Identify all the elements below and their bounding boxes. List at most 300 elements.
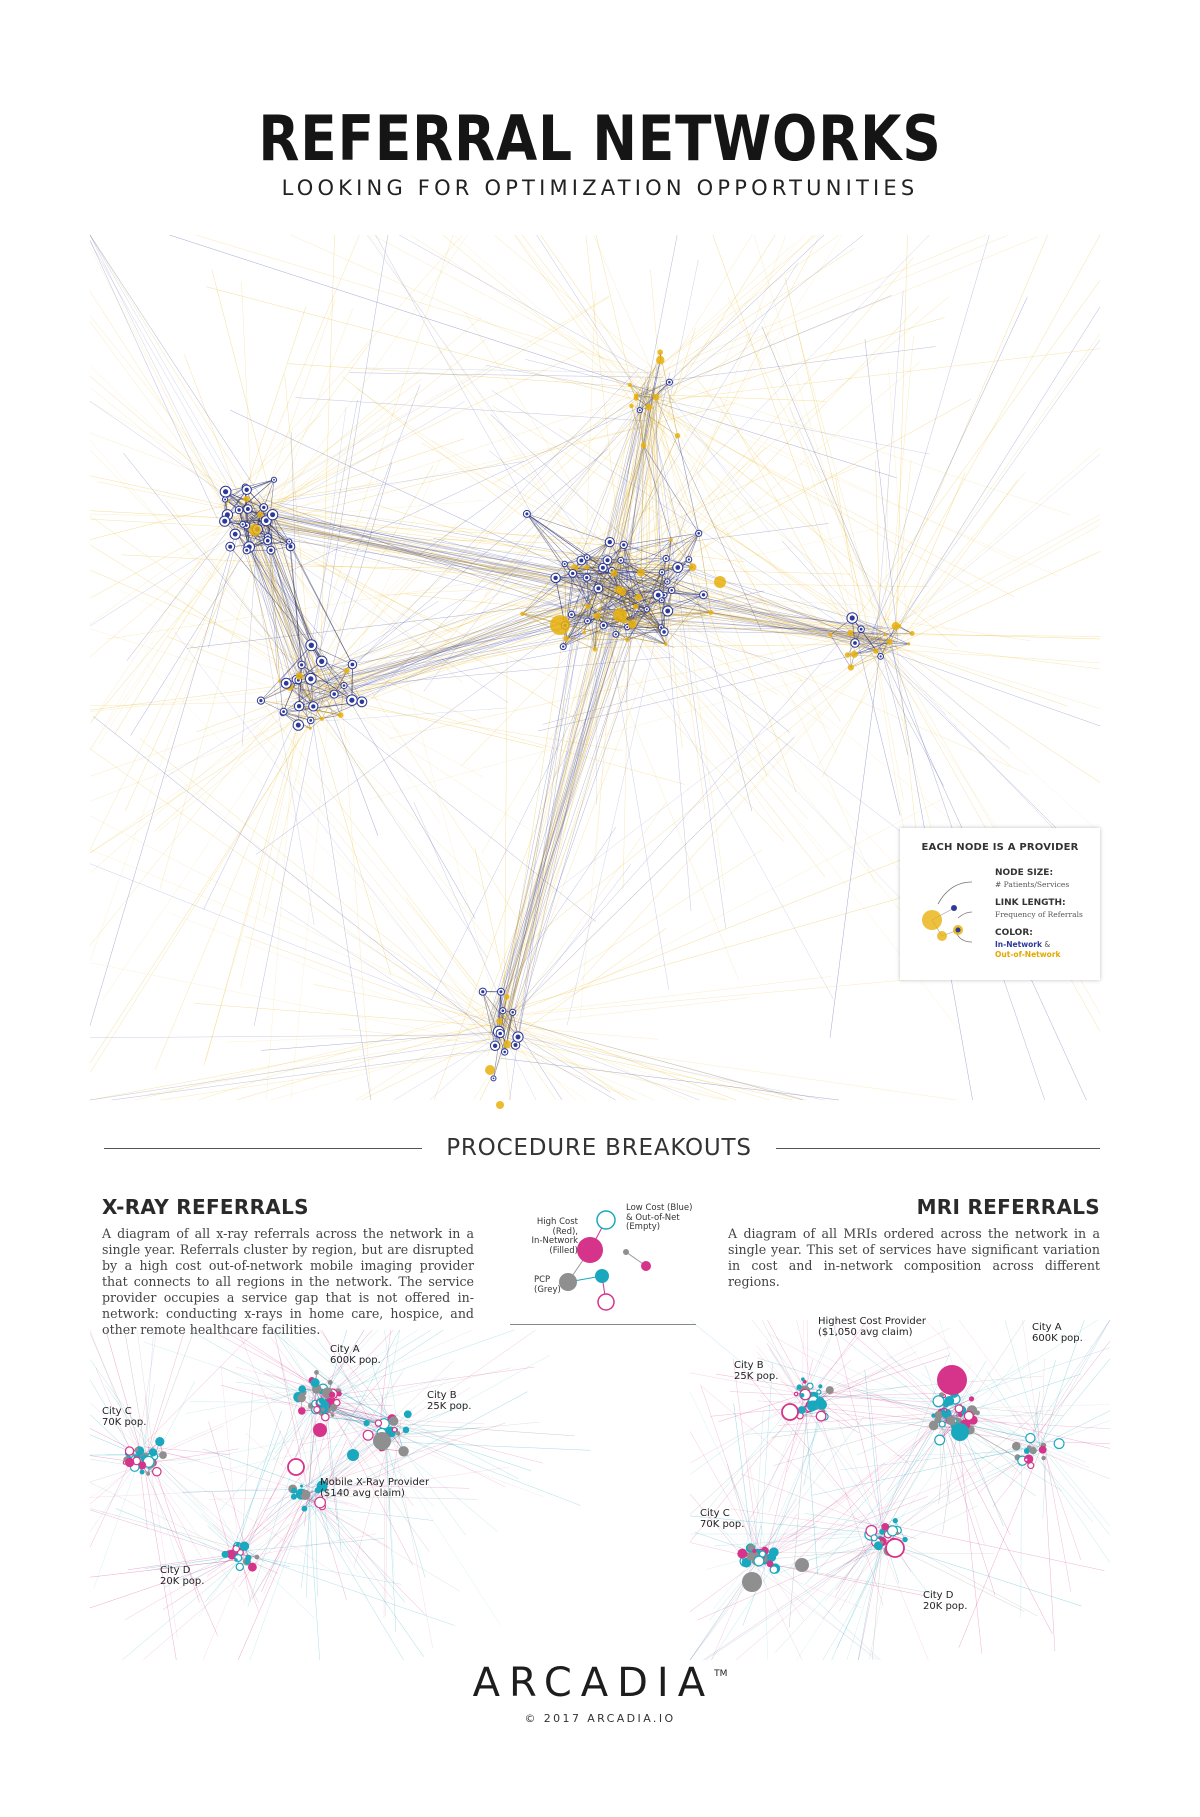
mri-node-high: [969, 1396, 974, 1401]
network-node-in-core: [222, 519, 227, 524]
network-link: [669, 406, 946, 715]
network-node-in-core: [493, 1078, 495, 1080]
network-link: [90, 242, 253, 528]
network-link: [301, 693, 517, 978]
network-link: [896, 637, 917, 838]
network-bundle-link: [497, 596, 611, 1047]
network-bundle-link: [511, 587, 625, 1021]
mri-node-pcp: [806, 1387, 809, 1390]
network-node-out: [628, 383, 632, 387]
cost-legend-high-line-3: (Filled): [549, 1245, 578, 1256]
mri-link: [690, 1556, 765, 1660]
network-link: [891, 454, 1100, 633]
xray-link: [90, 1509, 244, 1551]
network-link: [399, 235, 659, 380]
network-link: [870, 297, 1027, 635]
xray-label-city-b: [427, 1390, 471, 1412]
xray-node-pcp: [314, 1370, 319, 1375]
cost-legend-low-line-3: (Empty): [626, 1222, 661, 1232]
network-node-in-core: [343, 684, 346, 687]
network-link: [169, 770, 493, 1043]
cost-legend-high-label: [516, 1218, 578, 1256]
network-link: [888, 525, 1101, 643]
network-link: [90, 450, 324, 690]
network-link: [655, 235, 986, 374]
mri-node-low-empty: [871, 1535, 877, 1541]
network-link: [195, 1003, 500, 1026]
brand-name: ARCADIA: [472, 1660, 715, 1706]
mri-node-low-empty: [1026, 1434, 1035, 1443]
cost-legend-high-line-2: In-Network: [531, 1236, 578, 1246]
network-node-in-core: [666, 581, 668, 583]
xray-node-low: [234, 1558, 237, 1561]
xray-node-high-empty: [322, 1413, 329, 1420]
network-link: [238, 339, 486, 539]
legend-node-large: [922, 910, 942, 930]
network-link: [90, 517, 241, 1026]
xray-node-low-empty: [236, 1563, 243, 1570]
mri-node-low: [798, 1406, 806, 1414]
network-link: [662, 409, 979, 591]
network-link: [656, 400, 1058, 576]
cost-legend-mid-node: [595, 1269, 609, 1283]
network-node-in-core: [860, 628, 863, 631]
network-link: [90, 697, 326, 1073]
network-node-in-core: [553, 576, 557, 580]
cost-legend-low-line-1: Low Cost (Blue): [626, 1203, 693, 1213]
network-link: [278, 308, 353, 503]
network-link: [526, 359, 654, 391]
network-node-out: [637, 569, 645, 577]
mri-node-pcp: [826, 1386, 834, 1394]
network-link: [281, 907, 500, 1050]
network-link: [795, 323, 883, 645]
mri-node-low: [893, 1518, 898, 1523]
network-node-in-core: [514, 1043, 518, 1047]
network-link: [653, 406, 796, 792]
xray-node-high-empty: [375, 1420, 381, 1426]
xray-node-pcp: [398, 1446, 408, 1456]
network-node-in-core: [332, 692, 336, 696]
xray-node-low: [404, 1410, 412, 1418]
network-link: [394, 1036, 500, 1100]
network-link: [309, 699, 371, 1100]
xray-link: [380, 1330, 400, 1429]
network-link: [148, 1030, 506, 1094]
network-node-out: [633, 604, 639, 610]
mri-city-a-name: City A: [1032, 1322, 1062, 1333]
network-link: [90, 686, 312, 712]
xray-node-low: [140, 1470, 145, 1475]
xray-node-low: [155, 1437, 164, 1446]
network-bundle-link: [263, 531, 565, 608]
xray-node-high-empty: [314, 1407, 320, 1413]
network-link: [102, 692, 310, 1000]
network-node-in-core: [349, 698, 354, 703]
network-link: [585, 602, 739, 980]
xray-node-high-empty: [125, 1447, 133, 1455]
network-link: [198, 1005, 492, 1100]
network-node-in-core: [579, 559, 583, 563]
network-node-in-core: [586, 620, 588, 622]
network-link: [666, 235, 775, 406]
legend-node-size-sub: # Patients/Services: [995, 880, 1070, 889]
mri-node-high-empty: [964, 1412, 973, 1421]
mri-hub-node: [951, 1423, 969, 1441]
network-node-in-core: [511, 1011, 514, 1014]
network-node-out: [504, 994, 509, 999]
network-link: [291, 710, 329, 1100]
network-link: [879, 652, 1010, 766]
network-node-out: [656, 356, 664, 364]
network-link: [504, 1038, 792, 1100]
network-node-in-core: [259, 699, 262, 702]
network-link: [406, 898, 490, 1009]
legend-link-length-sub: Frequency of Referrals: [995, 910, 1083, 919]
xray-node-high: [329, 1392, 335, 1398]
network-link: [261, 1032, 498, 1051]
network-link: [879, 637, 1010, 749]
section-rule-left: [104, 1148, 422, 1149]
network-link: [877, 640, 1100, 669]
network-link: [887, 644, 1101, 709]
network-link: [255, 526, 586, 725]
network-node-in-core: [300, 663, 303, 666]
cost-legend-small-node: [623, 1249, 629, 1255]
network-node-out: [338, 712, 344, 718]
xray-node-pcp: [135, 1448, 139, 1452]
network-link: [443, 235, 645, 405]
mri-description: A diagram of all MRIs ordered across the network in a single year. This set of services have significant variation in cost and in-network composition across different regions.: [728, 1226, 1100, 1289]
network-bundle-link: [509, 587, 639, 1010]
network-link: [90, 702, 342, 802]
mri-node-low: [1024, 1448, 1030, 1454]
network-link: [876, 235, 1100, 639]
network-link: [515, 235, 637, 409]
network-link: [90, 541, 225, 626]
mri-node-low-empty: [817, 1390, 821, 1394]
network-node-in-core: [223, 489, 228, 494]
mri-hub-node: [782, 1404, 798, 1420]
network-node-in-core: [296, 723, 301, 728]
network-node-in-core: [237, 508, 240, 511]
network-node-out: [910, 631, 915, 636]
cost-legend-high-line-1: High Cost (Red),: [536, 1217, 578, 1237]
arrow-node-size: [938, 882, 972, 904]
network-node-in-core: [284, 681, 289, 686]
xray-label-city-a: [330, 1344, 381, 1366]
mri-link: [797, 1532, 882, 1660]
mri-node-high: [1039, 1446, 1047, 1454]
network-link: [356, 388, 621, 573]
network-node-in-core: [502, 1009, 505, 1012]
mri-link: [786, 1535, 882, 1610]
network-node-in-core: [500, 990, 503, 993]
network-link: [184, 354, 243, 509]
network-link: [651, 408, 1014, 597]
mri-label-highest: [818, 1316, 926, 1338]
page-title: REFERRAL NETWORKS: [258, 102, 942, 175]
network-bundle-link: [504, 593, 622, 1034]
network-link: [332, 846, 503, 1032]
network-bundle-link: [507, 605, 643, 1036]
network-node-in-core: [571, 572, 574, 575]
mri-link: [734, 1404, 753, 1554]
network-link: [602, 592, 669, 989]
mri-label-city-a: [1032, 1322, 1083, 1344]
xray-link: [212, 1492, 231, 1557]
network-node-out: [845, 652, 850, 657]
network-bundle-link: [482, 610, 639, 1016]
mri-link: [887, 1415, 935, 1491]
network-node-out: [657, 349, 663, 355]
xray-link: [106, 1330, 144, 1461]
network-link: [90, 504, 254, 961]
mri-node-low-empty: [754, 1556, 764, 1566]
network-link: [517, 1032, 699, 1100]
network-node-out: [610, 569, 617, 576]
network-link: [657, 390, 837, 754]
network-node-out: [584, 565, 589, 570]
cost-legend-low-node: [597, 1211, 615, 1229]
network-node-out: [344, 668, 350, 674]
network-link: [619, 399, 972, 595]
legend-out-network-row: [995, 950, 1061, 959]
network-node-in-core: [273, 479, 275, 481]
network-link: [402, 663, 499, 1019]
network-dense-link: [271, 550, 311, 679]
network-dense-link: [341, 686, 344, 716]
xray-link: [308, 1495, 425, 1615]
mri-highest-name: Highest Cost Provider: [818, 1316, 927, 1327]
network-link: [90, 321, 239, 524]
network-node-in-core: [262, 506, 265, 509]
network-link: [503, 1024, 770, 1100]
mri-city-b-name: City B: [734, 1360, 764, 1371]
mri-link: [886, 1524, 1104, 1571]
cost-legend-pcp-line-2: (Grey): [534, 1284, 561, 1295]
network-node-in-core: [662, 630, 666, 634]
network-link: [112, 1048, 505, 1100]
network-node-in-core: [646, 608, 648, 610]
network-dense-link: [261, 687, 290, 701]
mri-link: [1043, 1451, 1047, 1519]
legend-node-size-label: NODE SIZE:: [995, 868, 1054, 878]
xray-node-pcp: [396, 1431, 400, 1435]
network-node-out: [520, 612, 524, 616]
network-link: [608, 588, 833, 999]
cost-legend-empty-node: [598, 1294, 614, 1310]
mri-node-high: [752, 1549, 756, 1553]
mri-link: [967, 1407, 1064, 1416]
mri-city-c-name: City C: [700, 1508, 730, 1519]
network-node-out: [664, 643, 667, 646]
network-link: [370, 235, 608, 584]
xray-node-low: [311, 1378, 320, 1387]
network-link: [90, 507, 237, 724]
xray-label-mobile: [320, 1477, 429, 1499]
network-node-in-core: [516, 1035, 521, 1040]
xray-city-c-name: City C: [102, 1406, 132, 1417]
network-node-in-core: [525, 512, 528, 515]
xray-hub-node: [373, 1432, 391, 1450]
network-link: [669, 260, 698, 403]
xray-link: [308, 1492, 424, 1657]
xray-link: [389, 1420, 484, 1424]
network-node-in-core: [351, 663, 355, 667]
network-link: [90, 816, 484, 1022]
legend-color-sub: [995, 940, 1050, 949]
network-node-in-core: [311, 704, 315, 708]
xray-node-low: [300, 1485, 303, 1488]
mri-node-low: [801, 1377, 805, 1381]
network-bundle-link: [251, 512, 603, 568]
xray-node-high-empty: [153, 1468, 161, 1476]
legend-node-in-dot: [956, 928, 961, 933]
main-legend: [900, 828, 1100, 980]
network-link: [369, 937, 499, 1017]
network-link: [90, 387, 241, 509]
mri-link: [1021, 1443, 1022, 1617]
network-link: [889, 369, 909, 645]
xray-link: [90, 1510, 234, 1556]
network-node-in-core: [493, 1044, 497, 1048]
xray-link: [403, 1355, 549, 1436]
xray-hub-node: [347, 1449, 359, 1461]
xray-link: [261, 1496, 304, 1592]
mri-link: [1042, 1447, 1081, 1560]
section-title: PROCEDURE BREAKOUTS: [446, 1135, 752, 1161]
network-node-out: [585, 604, 590, 609]
xray-node-pcp: [255, 1555, 260, 1560]
network-link: [321, 684, 685, 785]
mri-label-city-c: [700, 1508, 744, 1530]
xray-description: A diagram of all x-ray referrals across the network in a single year. Referrals cluster by region, but are disrupted by a high cost out-of-network mobile imaging provider that connects to all regions in the network. The service provider occupies a service gap that is not offered in-network: conducting x-rays in home care, hospice, and other remote healthcare facilities.: [102, 1226, 474, 1337]
network-link: [266, 690, 297, 1100]
network-link: [90, 235, 256, 501]
xray-city-c-pop: 70K pop.: [102, 1417, 147, 1428]
network-node-out: [320, 717, 324, 721]
xray-hub-node: [313, 1423, 327, 1437]
network-node-out: [563, 636, 569, 642]
mri-link: [754, 1560, 802, 1660]
network-node-in-core: [601, 566, 605, 570]
network-link: [90, 680, 302, 945]
network-node-in-core: [562, 645, 564, 647]
network-node-out: [615, 586, 623, 594]
xray-node-pcp: [159, 1451, 167, 1459]
mri-node-low: [818, 1384, 822, 1388]
cost-legend: [510, 1196, 696, 1325]
network-link: [288, 364, 659, 389]
network-link: [327, 695, 528, 829]
xray-label-city-d: [160, 1565, 204, 1587]
cost-legend-small-red: [641, 1261, 651, 1271]
network-node-in-core: [246, 507, 250, 511]
mri-link: [1035, 1452, 1110, 1563]
network-node-in-core: [850, 615, 855, 620]
network-link: [206, 287, 645, 403]
network-node-out: [641, 442, 647, 448]
mri-node-high: [881, 1523, 889, 1531]
network-node-in-core: [585, 576, 588, 579]
mri-link: [865, 1370, 882, 1530]
network-link: [454, 235, 650, 404]
mri-node-pcp: [1012, 1442, 1021, 1451]
network-node-in-core: [668, 381, 671, 384]
network-dense-link: [616, 634, 666, 644]
network-node-out: [848, 664, 854, 670]
mri-link: [764, 1437, 832, 1551]
xray-node-pcp: [389, 1416, 399, 1426]
network-link: [373, 235, 647, 381]
network-node-in-core: [503, 1051, 506, 1054]
mri-node-low: [797, 1384, 802, 1389]
mri-link: [847, 1539, 885, 1660]
mri-node-low-empty: [888, 1526, 898, 1536]
network-link: [875, 519, 1100, 648]
xray-node-high-empty: [363, 1430, 373, 1440]
xray-link: [90, 1454, 134, 1548]
network-node-out: [496, 1018, 502, 1024]
network-link: [868, 646, 944, 786]
legend-amp: &: [1041, 940, 1051, 949]
xray-node-low: [236, 1543, 240, 1547]
network-link: [254, 351, 584, 513]
xray-link: [136, 1330, 157, 1464]
page-subtitle: LOOKING FOR OPTIMIZATION OPPORTUNITIES: [281, 176, 919, 200]
network-node-in-core: [245, 488, 249, 492]
network-node-out: [243, 496, 249, 502]
network-link: [296, 779, 494, 1034]
network-link: [543, 636, 861, 724]
network-node-in-core: [626, 626, 628, 628]
network-link: [503, 1014, 736, 1101]
cost-legend-pcp-line-1: PCP: [534, 1275, 551, 1285]
xray-link: [160, 1464, 204, 1509]
cost-legend-high-node: [577, 1237, 603, 1263]
network-node-out: [907, 642, 910, 645]
network-link: [171, 914, 492, 1038]
main-legend-diagram: [910, 856, 995, 974]
xray-link: [242, 1552, 455, 1625]
mri-node-low-empty: [933, 1396, 944, 1407]
mri-link: [819, 1347, 951, 1394]
network-node-in-core: [360, 700, 365, 705]
legend-in-network: In-Network: [995, 940, 1042, 949]
network-link: [645, 235, 863, 409]
network-hub-node: [496, 1101, 504, 1109]
network-link: [647, 349, 1100, 403]
network-link: [90, 701, 303, 706]
network-link: [640, 248, 855, 387]
network-link: [414, 802, 510, 1021]
xray-link: [379, 1330, 390, 1426]
network-node-out: [629, 404, 633, 408]
network-link: [431, 584, 639, 1001]
network-link: [91, 521, 259, 722]
mri-link: [872, 1543, 882, 1660]
xray-link: [389, 1415, 433, 1648]
network-node-in-core: [308, 676, 313, 681]
xray-link: [144, 1330, 256, 1444]
xray-link: [143, 1457, 177, 1660]
mri-node-pcp: [975, 1410, 980, 1415]
xray-node-low: [302, 1506, 308, 1512]
network-node-out: [309, 727, 312, 730]
mri-link: [698, 1540, 879, 1620]
xray-link: [143, 1330, 195, 1469]
